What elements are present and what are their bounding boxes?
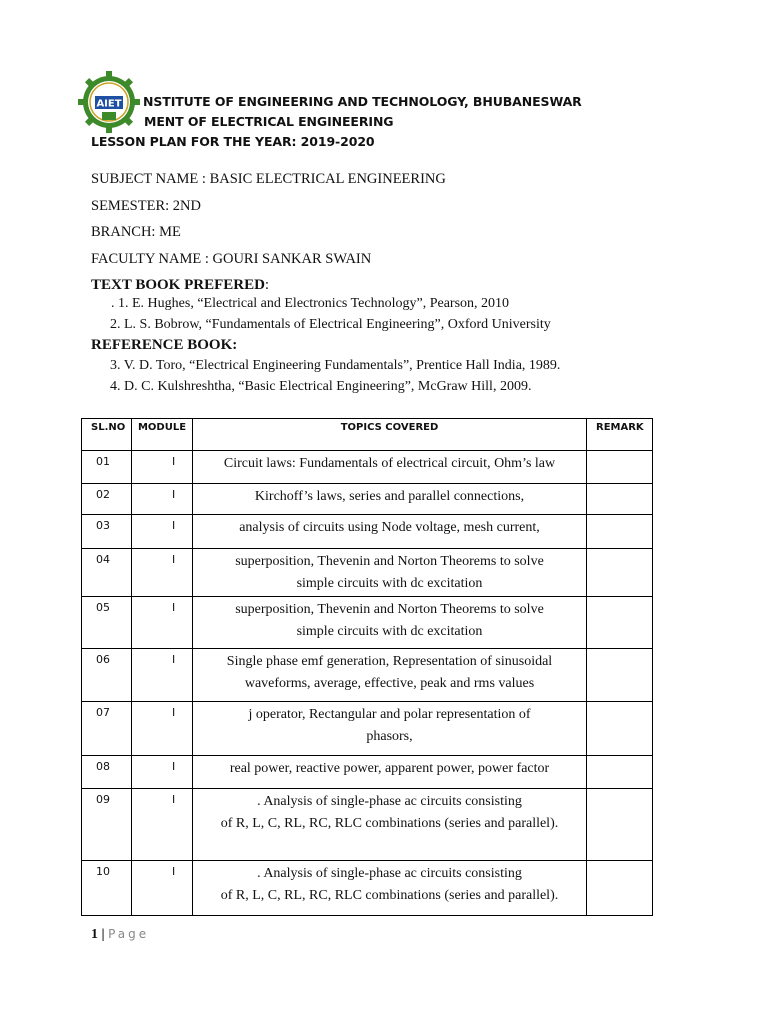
row-remark — [587, 702, 653, 756]
row-module: I — [132, 549, 193, 597]
footer-separator: | — [101, 927, 105, 942]
table-row — [82, 861, 653, 916]
institute-logo — [76, 69, 142, 135]
row-module: I — [132, 515, 193, 549]
text-book-item: . 1. E. Hughes, “Electrical and Electronics Technology”, Pearson, 2010 — [111, 296, 510, 311]
row-module: I — [132, 861, 193, 916]
topic-line: j operator, Rectangular and polar representation of — [248, 707, 531, 722]
row-module: I — [132, 451, 193, 484]
semester: SEMESTER: 2ND — [91, 198, 201, 214]
row-slno: 04 — [82, 549, 132, 597]
row-slno: 06 — [82, 649, 132, 702]
page-footer — [91, 927, 149, 943]
row-topic — [193, 597, 587, 649]
row-module: I — [132, 597, 193, 649]
institute-name: NSTITUTE OF ENGINEERING AND TECHNOLOGY, BHUBANESWAR — [143, 94, 582, 109]
row-slno: 03 — [82, 515, 132, 549]
row-module: I — [132, 702, 193, 756]
row-slno: 07 — [82, 702, 132, 756]
row-remark — [587, 789, 653, 861]
table-row — [82, 756, 653, 789]
row-remark — [587, 597, 653, 649]
table-row — [82, 549, 653, 597]
topic-line: real power, reactive power, apparent power, power factor — [229, 761, 550, 776]
row-slno: 10 — [82, 861, 132, 916]
row-slno: 09 — [82, 789, 132, 861]
topic-line: superposition, Thevenin and Norton Theorems to solve — [235, 554, 544, 569]
row-topic — [193, 549, 587, 597]
lesson-plan-table — [81, 418, 653, 916]
row-remark — [587, 515, 653, 549]
logo-text: AIET — [96, 98, 122, 110]
text-book-item: 2. L. S. Bobrow, “Fundamentals of Electrical Engineering”, Oxford University — [110, 317, 551, 332]
column-header-module: MODULE — [132, 419, 193, 451]
topic-line: of R, L, C, RL, RC, RLC combinations (series and parallel). — [220, 815, 559, 831]
reference-book-item: 3. V. D. Toro, “Electrical Engineering Fundamentals”, Prentice Hall India, 1989. — [110, 358, 561, 373]
row-remark — [587, 861, 653, 916]
table-row — [82, 484, 653, 515]
row-module: I — [132, 484, 193, 515]
row-topic — [193, 861, 587, 916]
topic-line: simple circuits with dc excitation — [296, 575, 483, 591]
topic-line: Kirchoff’s laws, series and parallel connections, — [254, 489, 525, 504]
table-row — [82, 702, 653, 756]
row-topic — [193, 451, 587, 484]
row-slno: 02 — [82, 484, 132, 515]
topic-line: of R, L, C, RL, RC, RLC combinations (series and parallel). — [220, 887, 559, 903]
row-module: I — [132, 649, 193, 702]
table-row — [82, 649, 653, 702]
text-book-heading: TEXT BOOK PREFERED: — [91, 277, 270, 293]
faculty-name: FACULTY NAME : GOURI SANKAR SWAIN — [91, 251, 372, 267]
reference-book-item: 4. D. C. Kulshreshtha, “Basic Electrical Engineering”, McGraw Hill, 2009. — [110, 379, 532, 394]
table-row — [82, 789, 653, 861]
row-slno: 05 — [82, 597, 132, 649]
row-remark — [587, 649, 653, 702]
page-label: Page — [108, 927, 150, 941]
row-topic — [193, 789, 587, 861]
topic-line: . Analysis of single-phase ac circuits consisting — [257, 866, 522, 881]
row-slno: 01 — [82, 451, 132, 484]
topic-line: analysis of circuits using Node voltage, mesh current, — [239, 520, 540, 535]
topic-line: Single phase emf generation, Representation of sinusoidal — [226, 654, 553, 669]
branch: BRANCH: ME — [91, 224, 181, 240]
row-topic — [193, 649, 587, 702]
row-module: I — [132, 756, 193, 789]
row-remark — [587, 549, 653, 597]
row-topic — [193, 702, 587, 756]
row-slno: 08 — [82, 756, 132, 789]
row-remark — [587, 484, 653, 515]
subject-name: SUBJECT NAME : BASIC ELECTRICAL ENGINEERING — [91, 171, 446, 187]
topic-line: phasors, — [366, 728, 413, 744]
row-topic — [193, 515, 587, 549]
table-row — [82, 597, 653, 649]
topic-line: waveforms, average, effective, peak and rms values — [244, 675, 535, 691]
row-topic — [193, 484, 587, 515]
row-remark — [587, 756, 653, 789]
topic-line: Circuit laws: Fundamentals of electrical circuit, Ohm’s law — [223, 456, 556, 471]
row-topic — [193, 756, 587, 789]
topic-line: . Analysis of single-phase ac circuits consisting — [257, 794, 522, 809]
page-number: 1 — [91, 927, 98, 942]
lesson-plan-year: LESSON PLAN FOR THE YEAR: 2019-2020 — [91, 134, 375, 149]
topic-line: superposition, Thevenin and Norton Theorems to solve — [235, 602, 544, 617]
row-remark — [587, 451, 653, 484]
row-module: I — [132, 789, 193, 861]
column-header-remark: REMARK — [587, 419, 653, 451]
column-header-slno: SL.NO — [82, 419, 132, 451]
reference-book-heading: REFERENCE BOOK: — [91, 337, 238, 353]
table-row — [82, 515, 653, 549]
department-name: MENT OF ELECTRICAL ENGINEERING — [144, 114, 394, 129]
column-header-topics: TOPICS COVERED — [193, 419, 587, 451]
table-row — [82, 451, 653, 484]
table-header-row — [82, 419, 653, 451]
topic-line: simple circuits with dc excitation — [296, 623, 483, 639]
